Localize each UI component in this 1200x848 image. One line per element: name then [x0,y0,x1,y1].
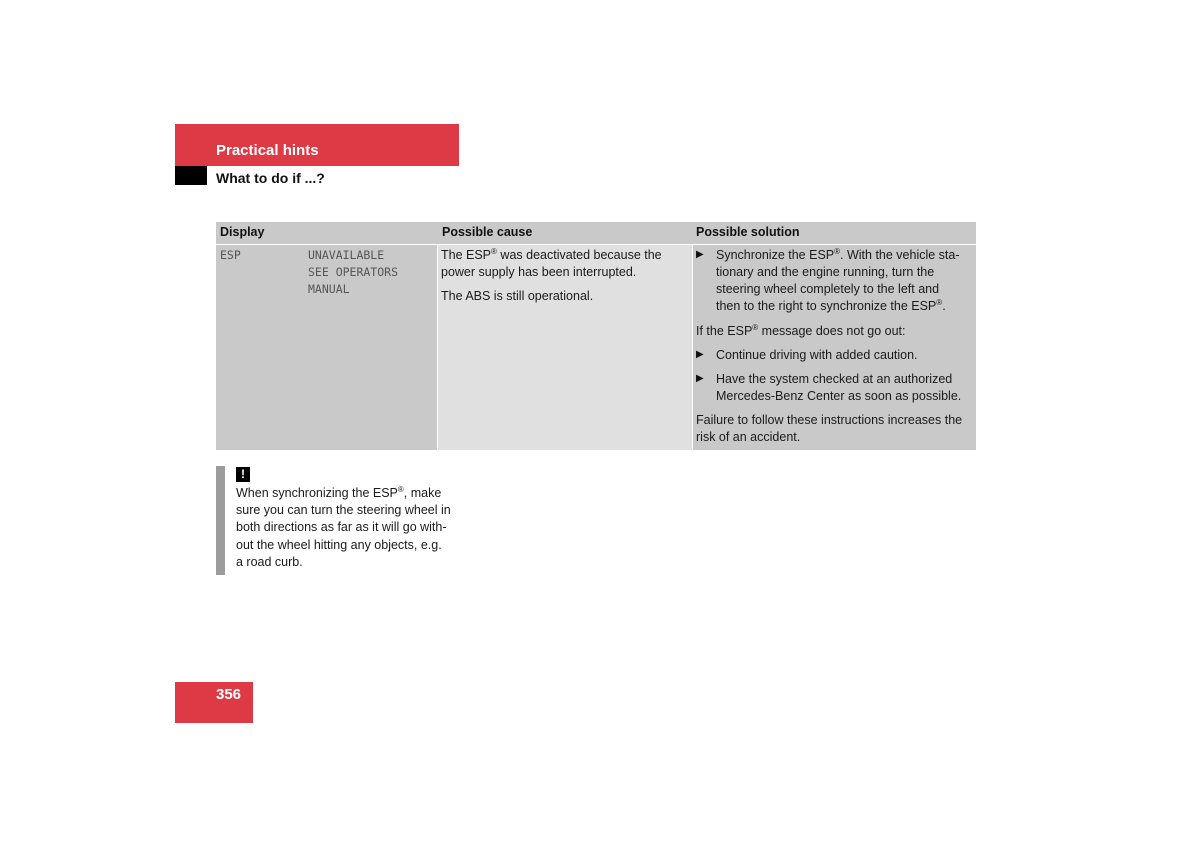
bullet-arrow-icon: ▶ [696,349,704,360]
warning-line: a road curb. [236,554,303,569]
warning-line: both directions as far as it will go with- [236,520,447,535]
solution-text: tionary and the engine running, turn the [716,265,935,279]
header-possible-solution: Possible solution [696,225,800,239]
cause-text: power supply has been interrupted. [441,265,637,279]
bullet-arrow-icon: ▶ [696,373,704,384]
header-possible-cause: Possible cause [442,225,533,239]
solution-text: . With the vehicle sta- [840,248,960,262]
warning-text [236,485,466,571]
registered-mark: ® [397,484,404,494]
page-number: 356 [216,686,242,703]
solution-step-1 [716,247,960,315]
solution-text: . [942,299,946,313]
solution-step-3 [716,371,961,405]
cause-cell [438,245,692,450]
warning-line: When synchronizing the ESP [236,486,398,500]
display-line-1: UNAVAILABLE [308,248,385,262]
warning-line: , make [403,486,442,500]
registered-mark: ® [752,322,759,332]
subsection-marker [175,166,207,185]
warning-line: sure you can turn the steering wheel in [236,503,451,518]
solution-text: Mercedes-Benz Center as soon as possible. [716,389,962,403]
registered-mark: ® [491,246,497,256]
solution-text: steering wheel completely to the left and [716,282,940,296]
cause-text: was deactivated because the [496,248,662,262]
warning-icon: ! [236,467,250,482]
solution-text: If the ESP [696,324,753,338]
table-header-row [216,222,976,244]
solution-condition [696,323,906,340]
solution-warning-note [696,412,962,446]
solution-text: message does not go out: [758,324,906,338]
warning-line: out the wheel hitting any objects, e.g. [236,537,442,552]
display-cell [216,245,437,450]
solution-text: Synchronize the ESP [716,248,835,262]
solution-text: Have the system checked at an authorized [716,372,953,386]
solution-text: Failure to follow these instructions increases the [696,413,963,427]
cause-paragraph-2: The ABS is still operational. [441,289,594,303]
page-number-box [175,682,253,723]
solution-cell [693,245,976,450]
solution-step-2: Continue driving with added caution. [716,348,918,362]
display-line-3: MANUAL [308,282,350,296]
display-code: ESP [220,248,241,262]
solution-text: then to the right to synchronize the ESP [716,299,937,313]
registered-mark: ® [834,246,841,256]
cause-text: The ESP [441,248,492,262]
bullet-arrow-icon: ▶ [696,249,704,260]
header-display: Display [220,225,265,239]
solution-text: risk of an accident. [696,430,801,444]
section-title: Practical hints [216,142,319,159]
warning-sidebar [216,466,225,575]
subsection-title: What to do if ...? [216,170,325,186]
display-line-2: SEE OPERATORS [308,265,399,279]
troubleshooting-table [216,222,976,450]
registered-mark: ® [936,297,943,307]
cause-paragraph-1 [441,247,662,281]
